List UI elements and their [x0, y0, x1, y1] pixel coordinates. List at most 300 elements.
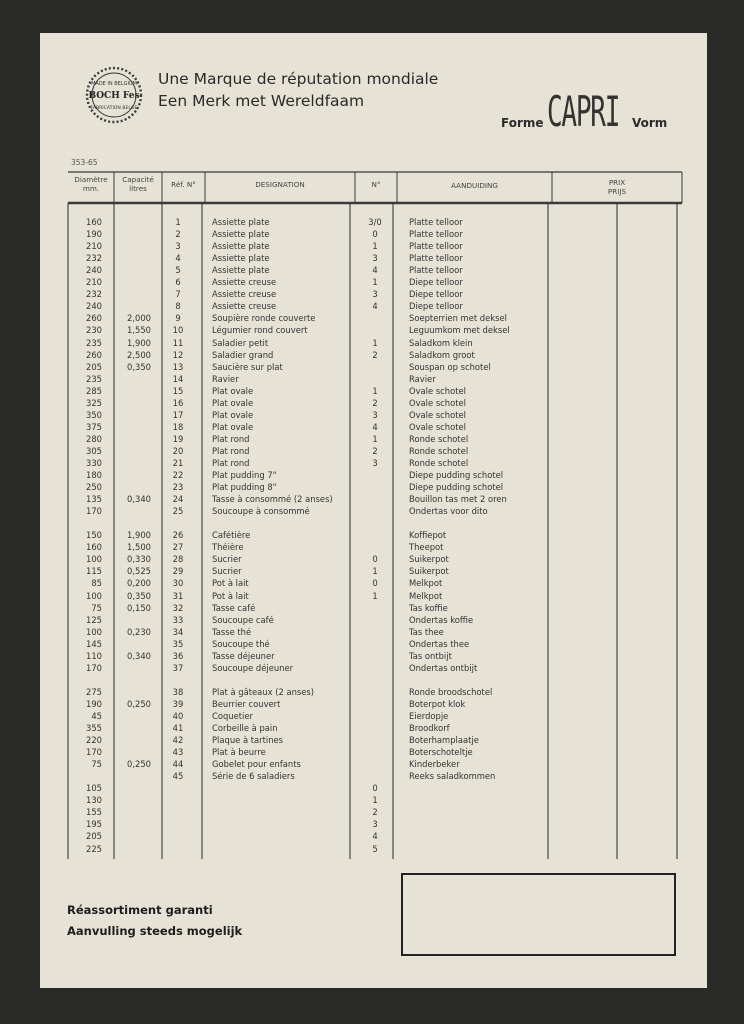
ref-cell: 3: [175, 241, 181, 252]
ref-cell: 6: [175, 277, 181, 288]
ref-cell: 8: [175, 301, 181, 312]
number-cell: 1: [372, 241, 378, 252]
number-cell: 2: [372, 445, 378, 456]
designation-cell: Beurrier couvert: [212, 698, 281, 709]
ref-cell: 45: [172, 771, 184, 782]
designation-cell: Plat ovale: [212, 409, 254, 420]
diameter-cell: 235: [86, 373, 102, 384]
table-row: [40, 782, 707, 794]
aanduiding-cell: Suikerpot: [409, 566, 449, 577]
designation-cell: Pot à lait: [212, 590, 249, 601]
diameter-cell: 210: [86, 277, 102, 288]
table-row: [40, 457, 707, 469]
ref-cell: 37: [172, 662, 184, 673]
number-cell: 4: [372, 265, 378, 276]
capacity-cell: 1,500: [127, 542, 151, 553]
designation-cell: Cafétière: [212, 530, 251, 541]
ref-cell: 34: [172, 626, 184, 637]
designation-cell: Plat à gâteaux (2 anses): [212, 686, 315, 697]
diameter-cell: 195: [86, 819, 102, 830]
designation-cell: Tasse à consommé (2 anses): [212, 494, 333, 505]
designation-cell: Théière: [212, 542, 244, 553]
table-row: [40, 626, 707, 638]
header-diametre: [68, 175, 114, 193]
ref-cell: 28: [172, 554, 184, 565]
capacity-cell: 0,350: [127, 590, 151, 601]
table-row: [40, 216, 707, 228]
ref-cell: 42: [172, 735, 184, 746]
ref-cell: 11: [172, 337, 184, 348]
aanduiding-cell: Leguumkom met deksel: [409, 325, 510, 336]
capacity-cell: 2,000: [127, 313, 151, 324]
ref-cell: 25: [172, 506, 184, 517]
designation-cell: Coquetier: [212, 710, 253, 721]
number-cell: 3: [372, 819, 378, 830]
table-row: [40, 397, 707, 409]
diameter-cell: 275: [86, 686, 102, 697]
ref-cell: 22: [172, 470, 184, 481]
diameter-cell: 220: [86, 735, 102, 746]
ref-cell: 30: [172, 578, 184, 589]
designation-cell: Assiette creuse: [212, 289, 277, 300]
designation-cell: Assiette creuse: [212, 277, 277, 288]
designation-cell: Soucoupe café: [212, 614, 274, 625]
table-row: [40, 252, 707, 264]
designation-cell: Plat rond: [212, 433, 250, 444]
header-prix-line1: PRIX: [608, 178, 626, 187]
aanduiding-cell: Soepterrien met deksel: [409, 313, 507, 324]
number-cell: 1: [372, 590, 378, 601]
aanduiding-cell: Ronde broodschotel: [409, 686, 493, 697]
aanduiding-cell: Boterschoteltje: [409, 747, 473, 758]
aanduiding-cell: Ronde schotel: [409, 458, 469, 468]
aanduiding-cell: Ovale schotel: [409, 409, 466, 420]
ref-cell: 38: [172, 686, 184, 697]
ref-cell: 39: [172, 698, 184, 709]
diameter-cell: 210: [86, 241, 102, 252]
table-row: [40, 686, 707, 698]
number-cell: 4: [372, 301, 378, 312]
diameter-cell: 305: [86, 445, 102, 456]
designation-cell: Soucoupe thé: [212, 638, 270, 649]
aanduiding-cell: Platte telloor: [409, 217, 463, 227]
diameter-cell: 325: [86, 397, 102, 408]
diameter-cell: 285: [86, 385, 102, 396]
number-cell: 3: [372, 253, 378, 264]
diameter-cell: 110: [86, 650, 102, 661]
ref-cell: 15: [172, 385, 184, 396]
designation-cell: Tasse thé: [212, 626, 252, 637]
ref-cell: 21: [172, 458, 184, 468]
designation-cell: Saladier petit: [212, 337, 269, 348]
aanduiding-cell: Ondertas ontbijt: [409, 662, 478, 673]
designation-cell: Tasse déjeuner: [212, 650, 275, 661]
ref-cell: 32: [172, 602, 184, 613]
capri-wordmark: CAPRI: [547, 87, 620, 136]
number-cell: 1: [372, 566, 378, 577]
designation-cell: Plat à beurre: [212, 747, 266, 758]
ref-cell: 10: [172, 325, 184, 336]
capacity-cell: 0,340: [127, 494, 151, 505]
number-cell: 1: [372, 385, 378, 396]
boch-logo-icon: [84, 65, 144, 125]
designation-cell: Soucoupe déjeuner: [212, 662, 294, 673]
number-cell: 4: [372, 831, 378, 842]
aanduiding-cell: Tas thee: [409, 626, 444, 637]
table-row: [40, 445, 707, 457]
diameter-cell: 135: [86, 494, 102, 505]
number-cell: 0: [372, 229, 378, 240]
table-row: [40, 373, 707, 385]
ref-cell: 7: [175, 289, 181, 300]
designation-cell: Ravier: [212, 373, 239, 384]
table-row: [40, 794, 707, 806]
aanduiding-cell: Melkpot: [409, 590, 443, 601]
designation-cell: Assiette plate: [212, 229, 270, 240]
capacity-cell: 0,340: [127, 650, 151, 661]
designation-cell: Saladier grand: [212, 349, 274, 360]
header-capacite-line2: litres: [129, 184, 147, 193]
table-row: [40, 722, 707, 734]
ref-cell: 33: [172, 614, 184, 625]
designation-cell: Sucrier: [212, 554, 242, 565]
capacity-cell: 0,200: [127, 578, 151, 589]
ref-cell: 43: [172, 747, 184, 758]
header-diametre-line1: Diamètre: [74, 175, 108, 184]
table-row: [40, 385, 707, 397]
diameter-cell: 170: [86, 506, 102, 517]
number-cell: 0: [372, 783, 378, 794]
aanduiding-cell: Broodkorf: [409, 723, 450, 733]
diameter-cell: 75: [91, 602, 102, 613]
table-row: [40, 529, 707, 541]
header-capacite-line1: Capacité: [122, 175, 154, 184]
ref-cell: 19: [172, 433, 184, 444]
diameter-cell: 100: [86, 554, 102, 565]
capacity-cell: 0,230: [127, 626, 151, 637]
ref-cell: 5: [175, 265, 181, 276]
diameter-cell: 232: [86, 253, 102, 264]
table-row: [40, 493, 707, 505]
table-row: [40, 734, 707, 746]
header-no: N°: [371, 180, 381, 189]
designation-cell: Soucoupe à consommé: [212, 506, 310, 517]
catalog-code: 353-65: [71, 158, 98, 167]
table-row: [40, 746, 707, 758]
ref-cell: 23: [172, 482, 184, 493]
diameter-cell: 170: [86, 662, 102, 673]
capacity-cell: 0,250: [127, 759, 151, 770]
ref-cell: 27: [172, 542, 184, 553]
aanduiding-cell: Ondertas thee: [409, 638, 470, 649]
diameter-cell: 240: [86, 301, 102, 312]
designation-cell: Plat ovale: [212, 385, 254, 396]
ref-cell: 18: [172, 421, 184, 432]
header-capacite: [114, 175, 162, 193]
designation-cell: Plat ovale: [212, 421, 254, 432]
diameter-cell: 170: [86, 747, 102, 758]
aanduiding-cell: Ovale schotel: [409, 421, 466, 432]
ref-cell: 36: [172, 650, 184, 661]
table-row: [40, 337, 707, 349]
logo-center-text: BOCH Fes: [88, 91, 140, 101]
header-ref: Réf. N°: [171, 180, 196, 189]
designation-cell: Tasse café: [212, 602, 256, 613]
aanduiding-cell: Eierdopje: [409, 710, 449, 721]
aanduiding-cell: Reeks saladkommen: [409, 771, 496, 782]
diameter-cell: 130: [86, 795, 102, 806]
diameter-cell: 205: [86, 831, 102, 842]
forme-label: Forme: [501, 116, 544, 130]
aanduiding-cell: Ondertas voor dito: [409, 506, 488, 517]
table-row: [40, 541, 707, 553]
aanduiding-cell: Ovale schotel: [409, 397, 466, 408]
diameter-cell: 155: [86, 807, 102, 818]
ref-cell: 24: [172, 494, 184, 505]
header-prix: [552, 178, 682, 196]
table-row: [40, 602, 707, 614]
aanduiding-cell: Saladkom groot: [409, 349, 475, 360]
catalog-sheet: [40, 33, 707, 988]
diameter-cell: 160: [86, 542, 102, 553]
aanduiding-cell: Suikerpot: [409, 554, 449, 565]
aanduiding-cell: Platte telloor: [409, 253, 463, 264]
diameter-cell: 230: [86, 325, 102, 336]
table-row: [40, 806, 707, 818]
diameter-cell: 260: [86, 349, 102, 360]
table-row: [40, 288, 707, 300]
diameter-cell: 160: [86, 217, 102, 227]
number-cell: 3/0: [368, 217, 382, 227]
capacity-cell: 0,150: [127, 602, 151, 613]
aanduiding-cell: Melkpot: [409, 578, 443, 589]
header-diametre-line2: mm.: [82, 184, 100, 193]
ref-cell: 41: [172, 723, 184, 733]
diameter-cell: 100: [86, 626, 102, 637]
dealer-stamp-box: [401, 873, 676, 956]
table-row: [40, 818, 707, 830]
diameter-cell: 100: [86, 590, 102, 601]
aanduiding-cell: Platte telloor: [409, 265, 463, 276]
table-row: [40, 228, 707, 240]
number-cell: 0: [372, 554, 378, 565]
diameter-cell: 150: [86, 530, 102, 541]
aanduiding-cell: Ovale schotel: [409, 385, 466, 396]
ref-cell: 40: [172, 710, 184, 721]
table-row: [40, 553, 707, 565]
ref-cell: 26: [172, 530, 184, 541]
header-aanduiding: AANDUIDING: [451, 181, 498, 190]
designation-cell: Plat pudding 8": [212, 482, 277, 493]
designation-cell: Plat pudding 7": [212, 470, 277, 481]
diameter-cell: 190: [86, 698, 102, 709]
aanduiding-cell: Diepe telloor: [409, 277, 463, 288]
diameter-cell: 240: [86, 265, 102, 276]
footer-guarantee-fr: Réassortiment garanti: [67, 903, 213, 917]
table-row: [40, 565, 707, 577]
number-cell: 1: [372, 795, 378, 806]
aanduiding-cell: Platte telloor: [409, 241, 463, 252]
designation-cell: Sucrier: [212, 566, 242, 577]
designation-cell: Corbeille à pain: [212, 723, 278, 733]
logo-bottom-text: FABRICATION BELGE: [90, 106, 138, 111]
capacity-cell: 1,900: [127, 530, 151, 541]
ref-cell: 4: [175, 253, 181, 264]
aanduiding-cell: Saladkom klein: [409, 337, 473, 348]
diameter-cell: 232: [86, 289, 102, 300]
capacity-cell: 0,330: [127, 554, 151, 565]
diameter-cell: 375: [86, 421, 102, 432]
diameter-cell: 190: [86, 229, 102, 240]
aanduiding-cell: Ronde schotel: [409, 433, 469, 444]
number-cell: 0: [372, 578, 378, 589]
number-cell: 2: [372, 397, 378, 408]
capacity-cell: 0,525: [127, 566, 151, 577]
ref-cell: 35: [172, 638, 184, 649]
designation-cell: Plat rond: [212, 458, 250, 468]
table-row: [40, 276, 707, 288]
diameter-cell: 145: [86, 638, 102, 649]
number-cell: 2: [372, 349, 378, 360]
diameter-cell: 250: [86, 482, 102, 493]
diameter-cell: 85: [91, 578, 102, 589]
table-row: [40, 614, 707, 626]
number-cell: 3: [372, 409, 378, 420]
table-row: [40, 650, 707, 662]
table-row: [40, 590, 707, 602]
table-row: [40, 638, 707, 650]
table-row: [40, 710, 707, 722]
table-row: [40, 577, 707, 589]
designation-cell: Plat rond: [212, 445, 250, 456]
capacity-cell: 0,350: [127, 361, 151, 372]
capacity-cell: 2,500: [127, 349, 151, 360]
aanduiding-cell: Koffiepot: [409, 530, 447, 541]
aanduiding-cell: Ravier: [409, 373, 436, 384]
aanduiding-cell: Boterpot klok: [409, 698, 466, 709]
table-row: [40, 324, 707, 336]
number-cell: 5: [372, 843, 378, 854]
diameter-cell: 45: [91, 710, 102, 721]
aanduiding-cell: Tas koffie: [409, 602, 448, 613]
designation-cell: Gobelet pour enfants: [212, 759, 301, 770]
ref-cell: 1: [175, 217, 181, 227]
diameter-cell: 125: [86, 614, 102, 625]
designation-cell: Pot à lait: [212, 578, 249, 589]
ref-cell: 29: [172, 566, 184, 577]
diameter-cell: 235: [86, 337, 102, 348]
aanduiding-cell: Diepe telloor: [409, 301, 463, 312]
table-row: [40, 409, 707, 421]
designation-cell: Saucière sur plat: [212, 361, 283, 372]
designation-cell: Légumier rond couvert: [212, 325, 308, 336]
number-cell: 1: [372, 433, 378, 444]
designation-cell: Assiette creuse: [212, 301, 277, 312]
designation-cell: Soupière ronde couverte: [212, 313, 316, 324]
diameter-cell: 355: [86, 723, 102, 733]
table-row: [40, 312, 707, 324]
designation-cell: Plaque à tartines: [212, 735, 284, 746]
number-cell: 1: [372, 337, 378, 348]
diameter-cell: 205: [86, 361, 102, 372]
table-row: [40, 505, 707, 517]
number-cell: 4: [372, 421, 378, 432]
aanduiding-cell: Theepot: [409, 542, 444, 553]
table-row: [40, 240, 707, 252]
diameter-cell: 330: [86, 458, 102, 468]
aanduiding-cell: Kinderbeker: [409, 759, 460, 770]
table-row: [40, 770, 707, 782]
header-prix-line2: PRIJS: [607, 187, 627, 196]
ref-cell: 2: [175, 229, 181, 240]
aanduiding-cell: Ronde schotel: [409, 445, 469, 456]
table-row: [40, 481, 707, 493]
aanduiding-cell: Diepe pudding schotel: [409, 470, 504, 481]
table-row: [40, 843, 707, 855]
diameter-cell: 75: [91, 759, 102, 770]
ref-cell: 44: [172, 759, 184, 770]
table-row: [40, 264, 707, 276]
logo-top-text: MADE IN BELGIUM: [91, 81, 137, 87]
designation-cell: Assiette plate: [212, 217, 270, 227]
aanduiding-cell: Diepe telloor: [409, 289, 463, 300]
ref-cell: 31: [172, 590, 184, 601]
designation-cell: Plat ovale: [212, 397, 254, 408]
aanduiding-cell: Tas ontbijt: [409, 650, 452, 661]
table-row: [40, 349, 707, 361]
diameter-cell: 105: [86, 783, 102, 794]
table-row: [40, 662, 707, 674]
ref-cell: 20: [172, 445, 184, 456]
number-cell: 2: [372, 807, 378, 818]
diameter-cell: 180: [86, 470, 102, 481]
diameter-cell: 115: [86, 566, 102, 577]
aanduiding-cell: Bouillon tas met 2 oren: [409, 494, 507, 505]
table-row: [40, 698, 707, 710]
ref-cell: 9: [175, 313, 181, 324]
capacity-cell: 1,550: [127, 325, 151, 336]
footer-guarantee-nl: Aanvulling steeds mogelijk: [67, 924, 243, 938]
aanduiding-cell: Diepe pudding schotel: [409, 482, 504, 493]
table-row: [40, 421, 707, 433]
table-row: [40, 758, 707, 770]
table-row: [40, 361, 707, 373]
ref-cell: 13: [172, 361, 184, 372]
ref-cell: 12: [172, 349, 184, 360]
diameter-cell: 260: [86, 313, 102, 324]
diameter-cell: 350: [86, 409, 102, 420]
vorm-label: Vorm: [632, 116, 668, 130]
designation-cell: Série de 6 saladiers: [212, 771, 295, 782]
ref-cell: 16: [172, 397, 184, 408]
slogan-dutch: Een Merk met Wereldfaam: [158, 92, 365, 110]
diameter-cell: 280: [86, 433, 102, 444]
ref-cell: 14: [172, 373, 184, 384]
capacity-cell: 0,250: [127, 698, 151, 709]
aanduiding-cell: Platte telloor: [409, 229, 463, 240]
number-cell: 1: [372, 277, 378, 288]
ref-cell: 17: [172, 409, 184, 420]
designation-cell: Assiette plate: [212, 265, 270, 276]
aanduiding-cell: Ondertas koffie: [409, 614, 474, 625]
number-cell: 3: [372, 458, 378, 468]
aanduiding-cell: Souspan op schotel: [409, 361, 491, 372]
aanduiding-cell: Boterhamplaatje: [409, 735, 479, 746]
designation-cell: Assiette plate: [212, 241, 270, 252]
number-cell: 3: [372, 289, 378, 300]
table-row: [40, 433, 707, 445]
slogan-french: Une Marque de réputation mondiale: [158, 70, 439, 88]
